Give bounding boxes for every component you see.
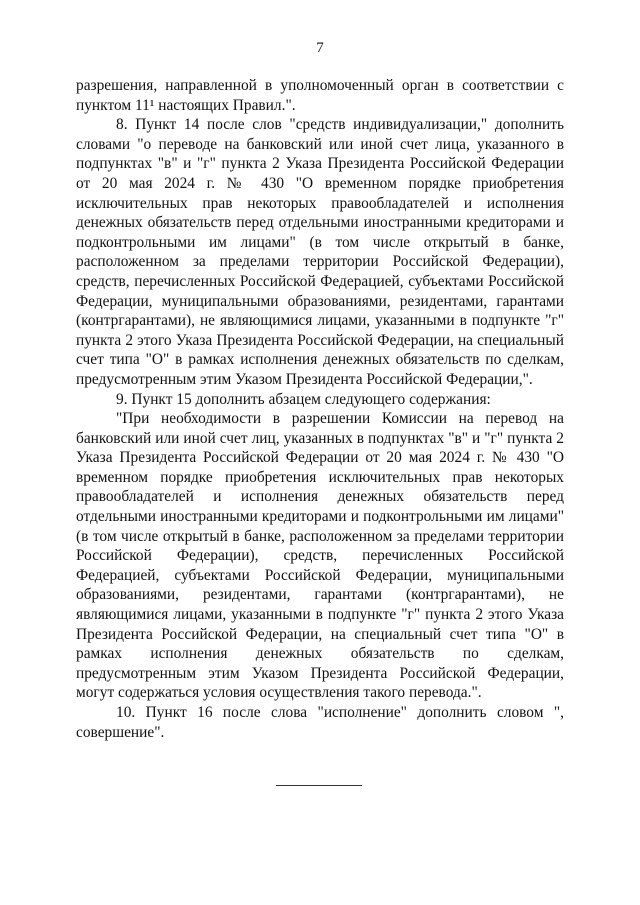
paragraph-continuation: разрешения, направленной в уполномоченный орган в соответствии с пунктом 11¹ настоящих Правил.".: [76, 77, 564, 114]
paragraph-item-8: 8. Пункт 14 после слов "средств индивидуализации," дополнить словами "о переводе на банковский или иной счет лица, указанного в подпунктах "в" и "г" пункта 2 Указа Президента Российской Федерации от 20 мая 2024 г. № 430 "О временном порядке приобретения исключительных прав некоторых правообладателей и исполнения денежных обязательств перед отдельными иностранными кредиторами и подконтрольными им лицами" (в том числе открытый в банке, расположенном за пределами территории Российской Федерации), средств, перечисленных Российской Федерацией, субъектами Российской Федерации, муниципальными образованиями, резидентами, гарантами (контргарантами), не являющимися лицами, указанными в подпункте "г" пункта 2 этого Указа Президента Российской Федерации, на специальный счет типа "О" в рамках исполнения денежных обязательств по сделкам, предусмотренным этим Указом Президента Российской Федерации,".: [76, 116, 564, 388]
paragraph-item-9-quote: "При необходимости в разрешении Комиссии на перевод на банковский или иной счет лиц, указанных в подпунктах "в" и "г" пункта 2 Указа Президента Российской Федерации от 20 мая 2024 г. № 430 "О временном порядке приобретения исключительных прав некоторых правообладателей и исполнения денежных обязательств перед отдельными иностранными кредиторами и подконтрольными им лицами" (в том числе открытый в банке, расположенном за пределами территории Российской Федерации), средств, перечисленных Российской Федерацией, субъектами Российской Федерации, муниципальными образованиями, резидентами, гарантами (контргарантами), не являющимися лицами, указанными в подпункте "г" пункта 2 этого Указа Президента Российской Федерации, на специальный счет типа "О" в рамках исполнения денежных обязательств по сделкам, предусмотренным этим Указом Президента Российской Федерации, могут содержаться условия осуществления такого перевода.".: [76, 410, 564, 702]
paragraph-item-9: 9. Пункт 15 дополнить абзацем следующего содержания:: [116, 390, 491, 408]
page-number: 7: [316, 40, 324, 56]
paragraph-item-10: 10. Пункт 16 после слова "исполнение" дополнить словом ", совершение".: [76, 704, 564, 741]
end-divider-line: [276, 785, 362, 786]
document-body: [76, 76, 564, 742]
